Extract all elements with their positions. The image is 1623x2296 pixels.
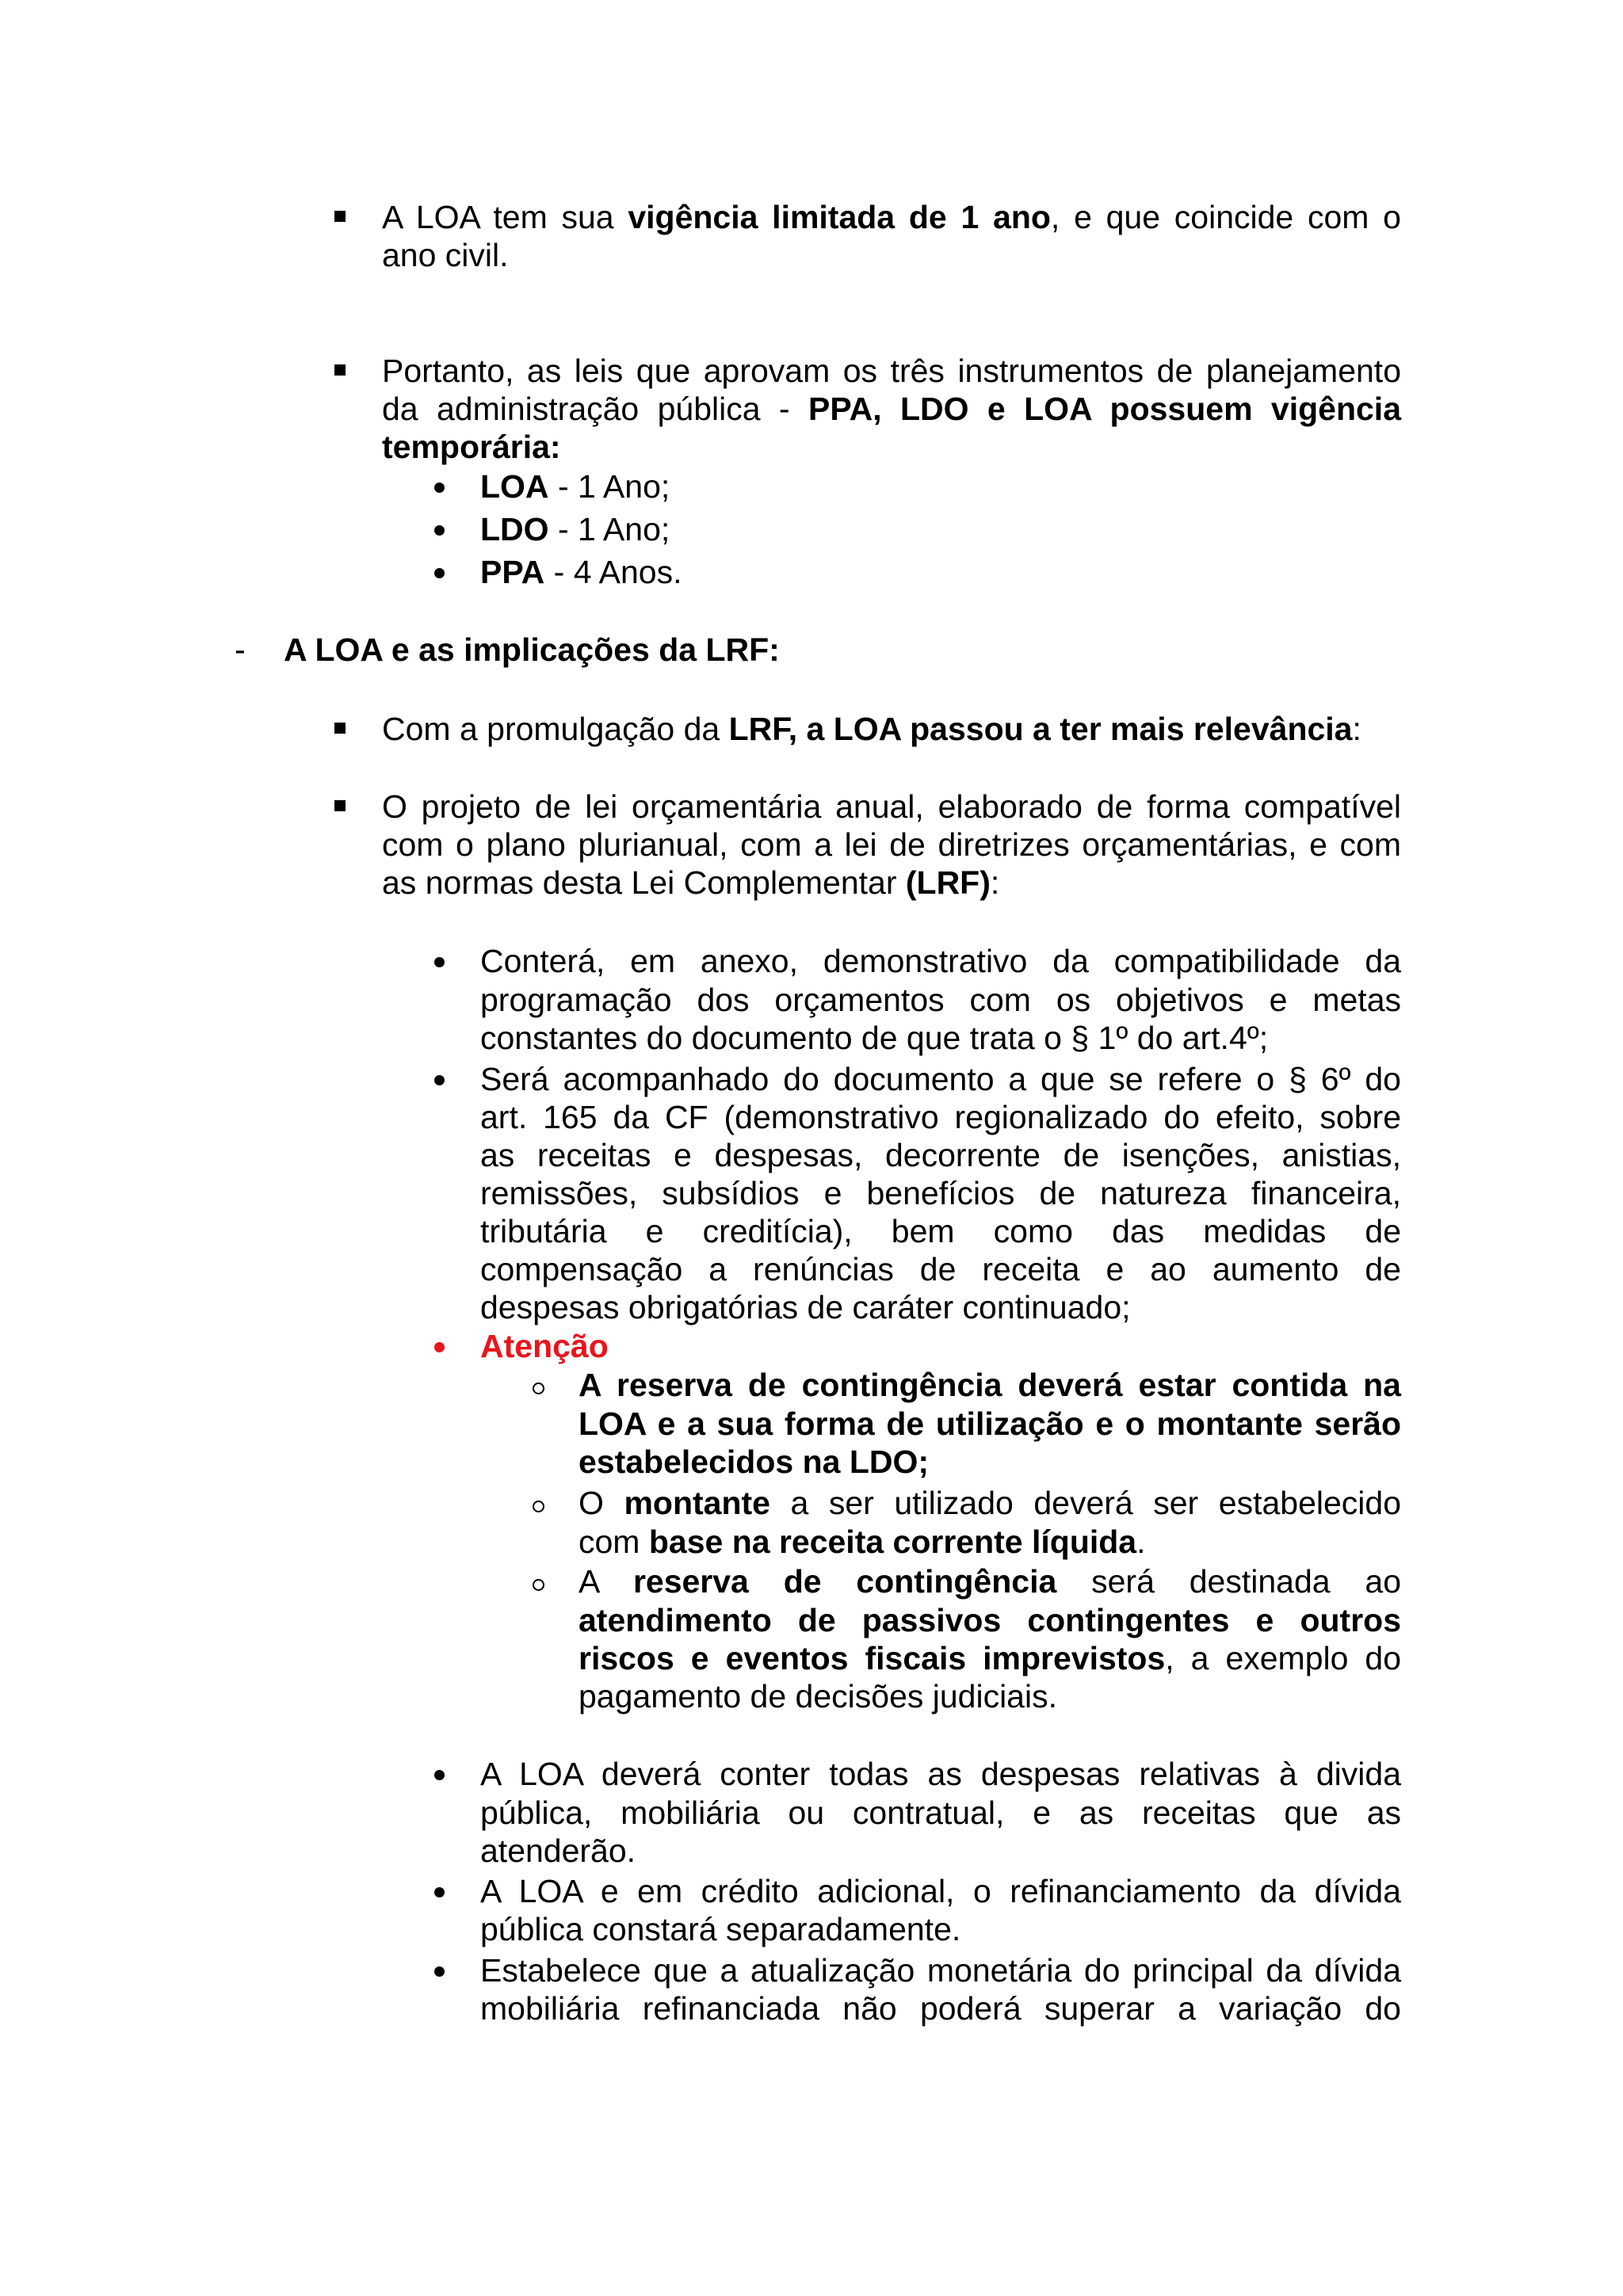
text-line: pública constará separadamente. <box>480 1911 961 1947</box>
text-line: com base na receita corrente líquida. <box>579 1524 1146 1560</box>
period-item: PPA - 4 Anos. <box>480 554 682 590</box>
square-bullet-icon <box>334 723 346 734</box>
circle-bullet-icon <box>533 1383 544 1394</box>
period-item: LDO - 1 Ano; <box>480 511 670 547</box>
text-line: O projeto de lei orçamentária anual, elaborado de forma compatível <box>382 788 1401 825</box>
text-line: LOA e a sua forma de utilização e o montante serão <box>579 1405 1401 1442</box>
square-bullet-icon <box>334 211 346 222</box>
text-line: A LOA e em crédito adicional, o refinanciamento da dívida <box>480 1873 1401 1909</box>
text-line: riscos e eventos fiscais imprevistos, a exemplo do <box>579 1640 1401 1676</box>
section-heading: A LOA e as implicações da LRF: <box>284 631 780 668</box>
text-line: as receitas e despesas, decorrente de isenções, anistias, <box>480 1137 1401 1173</box>
circle-bullet-icon <box>533 1501 544 1512</box>
bullet-icon <box>434 1966 445 1977</box>
text-line: O montante a ser utilizado deverá ser estabelecido <box>579 1485 1401 1521</box>
text-line: pagamento de decisões judiciais. <box>579 1678 1057 1714</box>
text-line: temporária: <box>382 429 561 465</box>
attention-label: Atenção <box>480 1328 609 1364</box>
text-line: atenderão. <box>480 1833 636 1869</box>
text-line: atendimento de passivos contingentes e outros <box>579 1602 1401 1638</box>
text-line: programação dos orçamentos com os objetivos e metas <box>480 982 1401 1018</box>
text-line: Será acompanhado do documento a que se refere o § 6º do <box>480 1061 1401 1097</box>
text-line: remissões, subsídios e benefícios de natureza financeira, <box>480 1175 1401 1211</box>
text-line: mobiliária refinanciada não poderá superar a variação do <box>480 1990 1401 2027</box>
circle-bullet-icon <box>533 1579 544 1591</box>
bullet-icon <box>434 1887 445 1897</box>
text-line: compensação a renúncias de receita e ao aumento de <box>480 1251 1401 1287</box>
text-line: tributária e creditícia), bem como das medidas de <box>480 1213 1401 1249</box>
bullet-icon <box>434 482 445 493</box>
text-line: estabelecidos na LDO; <box>579 1444 930 1480</box>
bullet-icon <box>434 1342 445 1352</box>
text-line: A LOA tem sua vigência limitada de 1 ano, e que coincide com o <box>382 199 1401 235</box>
period-item: LOA - 1 Ano; <box>480 468 670 505</box>
text-line: Estabelece que a atualização monetária do principal da dívida <box>480 1952 1401 1989</box>
text-line: Portanto, as leis que aprovam os três instrumentos de planejamento <box>382 353 1401 389</box>
square-bullet-icon <box>334 364 346 376</box>
text-line: A reserva de contingência será destinada ao <box>579 1563 1401 1600</box>
text-line: Com a promulgação da LRF, a LOA passou a ter mais relevância: <box>382 711 1361 747</box>
text-line: as normas desta Lei Complementar (LRF): <box>382 864 1000 901</box>
bullet-icon <box>434 957 445 967</box>
text-line: constantes do documento de que trata o § 1º do art.4º; <box>480 1020 1269 1056</box>
text-line: despesas obrigatórias de caráter continuado; <box>480 1289 1131 1325</box>
bullet-icon <box>434 568 445 578</box>
text-line: ano civil. <box>382 237 509 273</box>
bullet-icon <box>434 1075 445 1085</box>
text-line: A LOA deverá conter todas as despesas relativas à divida <box>480 1756 1401 1792</box>
heading-dash: - <box>235 631 246 668</box>
text-line: da administração pública - PPA, LDO e LOA possuem vigência <box>382 391 1401 427</box>
text-line: art. 165 da CF (demonstrativo regionalizado do efeito, sobre <box>480 1099 1401 1135</box>
bullet-icon <box>434 1770 445 1780</box>
text-line: com o plano plurianual, com a lei de diretrizes orçamentárias, e com <box>382 826 1401 863</box>
bullet-icon <box>434 525 445 536</box>
square-bullet-icon <box>334 800 346 811</box>
text-line: pública, mobiliária ou contratual, e as receitas que as <box>480 1794 1401 1831</box>
text-line: A reserva de contingência deverá estar contida na <box>579 1367 1401 1403</box>
text-line: Conterá, em anexo, demonstrativo da compatibilidade da <box>480 943 1401 979</box>
